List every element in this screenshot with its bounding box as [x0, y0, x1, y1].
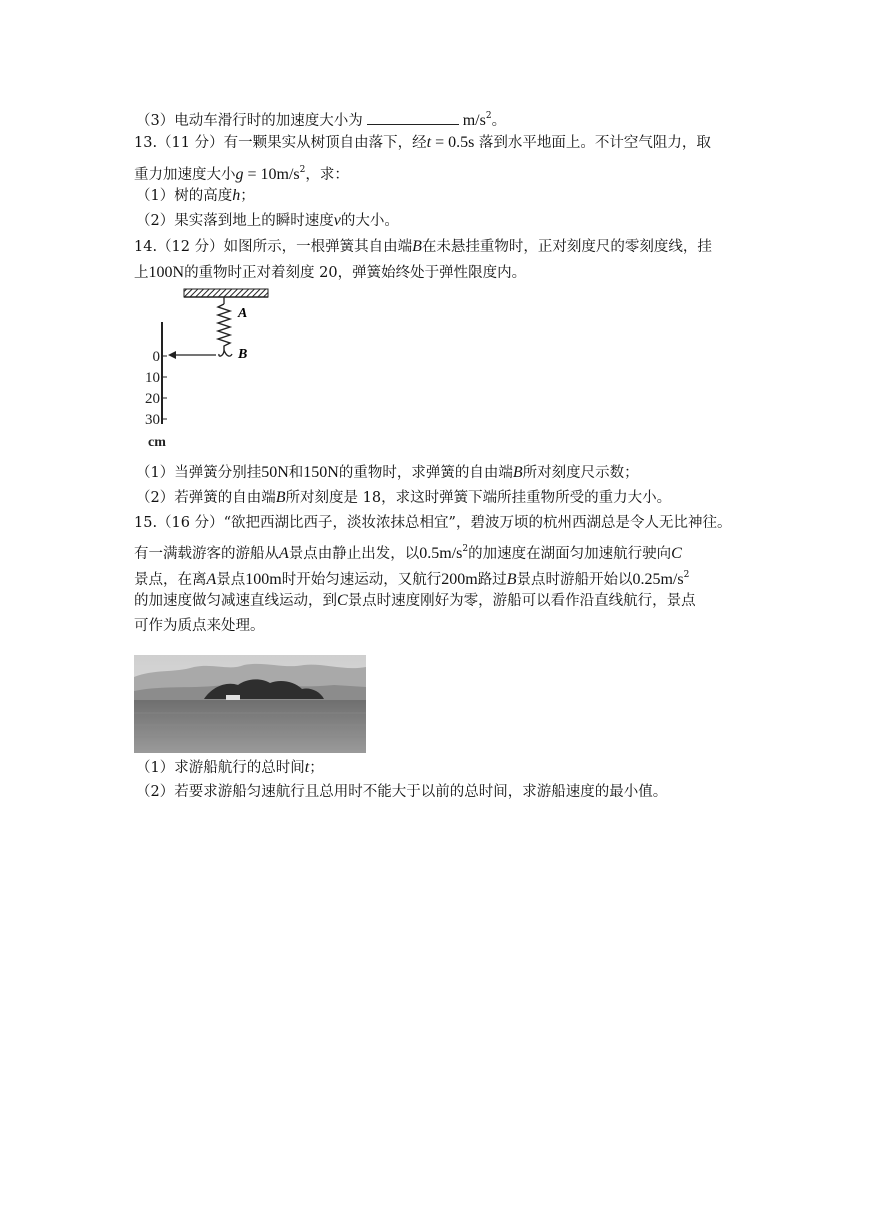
q15-text-3b: 景点 — [216, 572, 246, 588]
q15-line4 — [134, 591, 696, 611]
q13-p1-end: ； — [240, 188, 255, 204]
west-lake-photo — [134, 655, 366, 753]
label-A: A — [238, 306, 248, 321]
q13-g-var: g — [235, 166, 244, 183]
q15-text-4b: 景点时速度刚好为零，游船可以看作沿直线航行，景点 — [347, 593, 696, 609]
q15-text-2c: 的加速度在湖面匀加速航行驶向 — [468, 546, 672, 562]
q14-part2 — [136, 488, 671, 508]
q14-w100: 100N — [148, 264, 185, 281]
q13-t-val: = 0.5s — [431, 134, 475, 151]
q15-text-4a: 的加速度做匀减速直线运动，到 — [134, 593, 337, 609]
q15-line5 — [134, 616, 265, 636]
q15-p1-end: ； — [309, 760, 324, 776]
q15-a2-sup: 2 — [683, 570, 690, 580]
q15-p1-text: （1）求游船航行的总时间 — [136, 760, 305, 776]
q12-unit: m/s — [462, 112, 486, 129]
q15-a1: 0.5m/s — [419, 545, 463, 562]
q13-part1 — [136, 186, 255, 206]
q14-text-a: 14.（12 分）如图所示，一根弹簧其自由端 — [134, 239, 413, 255]
q13-p2-end: 的大小。 — [340, 213, 399, 229]
arrow-head — [168, 351, 176, 359]
q13-text-b: 落到水平地面上。不计空气阻力，取 — [474, 135, 711, 151]
q14-p1-B: B — [512, 464, 523, 481]
q13-line2 — [134, 160, 349, 185]
q15-text-3c: 时开始匀速运动，又航行 — [281, 572, 442, 588]
q13-t-var: t — [426, 134, 432, 151]
q15-C-var: C — [671, 545, 682, 562]
q15-text-2b: 景点由静止出发，以 — [288, 546, 420, 562]
q14-line2 — [134, 263, 526, 283]
q15-t-var: t — [304, 759, 310, 776]
q13-g-sup: 2 — [299, 165, 306, 175]
q13-p1-text: （1）树的高度 — [136, 188, 233, 204]
q14-p1-text2: 的重物时，求弹簧的自由端 — [338, 465, 513, 481]
q14-p1-text3: 所对刻度尺示数； — [522, 465, 639, 481]
q15-text-3a: 景点，在离 — [134, 572, 207, 588]
q14-p2-text: （2）若弹簧的自由端 — [136, 490, 276, 506]
q12-unit-sup: 2 — [485, 111, 492, 121]
q15-d2: 200m — [441, 571, 478, 588]
q14-text-c: 上 — [134, 265, 149, 281]
tick-30: 30 — [145, 412, 160, 428]
q15-C-var2: C — [337, 592, 348, 609]
tick-10: 10 — [145, 370, 160, 386]
q14-B-var: B — [412, 238, 422, 255]
q13-v-var: v — [333, 212, 341, 229]
q15-line2 — [134, 539, 682, 564]
answer-blank[interactable] — [367, 111, 459, 125]
ceiling-hatch — [184, 289, 268, 297]
q15-part2 — [136, 782, 667, 802]
q15-text-2a: 有一满载游客的游船从 — [134, 546, 279, 562]
q15-d1: 100m — [245, 571, 282, 588]
q14-line1 — [134, 237, 712, 257]
q13-h-var: h — [232, 187, 241, 204]
q15-text-5: 可作为质点来处理。 — [134, 618, 265, 634]
q14-p2-text2: 所对刻度是 18，求这时弹簧下端所挂重物所受的重力大小。 — [285, 490, 672, 506]
q15-a1-sup: 2 — [462, 544, 469, 554]
q15-part1 — [136, 758, 324, 778]
spring-hook — [219, 350, 232, 356]
q15-text-3e: 景点时游船开始以 — [516, 572, 633, 588]
q13-text-c: 重力加速度大小 — [134, 167, 236, 183]
tick-0: 0 — [152, 349, 160, 365]
q14-p1-text: （1）当弹簧分别挂 — [136, 465, 262, 481]
q13-g-val: = 10m/s — [243, 166, 300, 183]
q15-A-var2: A — [206, 571, 217, 588]
q15-line1 — [134, 513, 731, 533]
q15-text-3d: 路过 — [477, 572, 507, 588]
q15-line3 — [134, 565, 689, 590]
q13-part2 — [136, 211, 399, 231]
q13-text-a: 13.（11 分）有一颗果实从树顶自由落下，经 — [134, 135, 427, 151]
q15-text-1: 15.（16 分）“欲把西湖比西子，淡妆浓抹总相宜”，碧波万顷的杭州西湖总是令人无比神往。 — [134, 515, 732, 531]
q15-A-var: A — [279, 545, 289, 562]
q13-p2-text: （2）果实落到地上的瞬时速度 — [136, 213, 334, 229]
q14-w50: 50N — [261, 464, 289, 481]
pavilion — [226, 695, 240, 700]
label-B: B — [238, 347, 248, 362]
q13-text-d: ，求： — [305, 167, 349, 183]
q14-text-b: 在未悬挂重物时，正对刻度尺的零刻度线，挂 — [421, 239, 712, 255]
q15-B-var: B — [506, 571, 517, 588]
spring-coil — [218, 304, 230, 350]
q13-line1 — [134, 133, 711, 153]
q12-part3-text: （3）电动车滑行时的加速度大小为 — [136, 113, 363, 129]
spring-scale-figure — [140, 284, 280, 454]
q14-p1-and: 和 — [288, 465, 304, 481]
q14-part1 — [136, 463, 639, 483]
q12-part3 — [136, 106, 506, 131]
q15-p2-text: （2）若要求游船匀速航行且总用时不能大于以前的总时间，求游船速度的最小值。 — [136, 784, 668, 800]
q14-w150: 150N — [303, 464, 339, 481]
tick-20: 20 — [145, 391, 160, 407]
q15-a2: 0.25m/s — [632, 571, 684, 588]
q14-text-d: 的重物时正对着刻度 20，弹簧始终处于弹性限度内。 — [184, 265, 527, 281]
q14-p2-B: B — [275, 489, 286, 506]
q12-end: 。 — [491, 113, 507, 129]
unit-cm: cm — [148, 435, 166, 450]
